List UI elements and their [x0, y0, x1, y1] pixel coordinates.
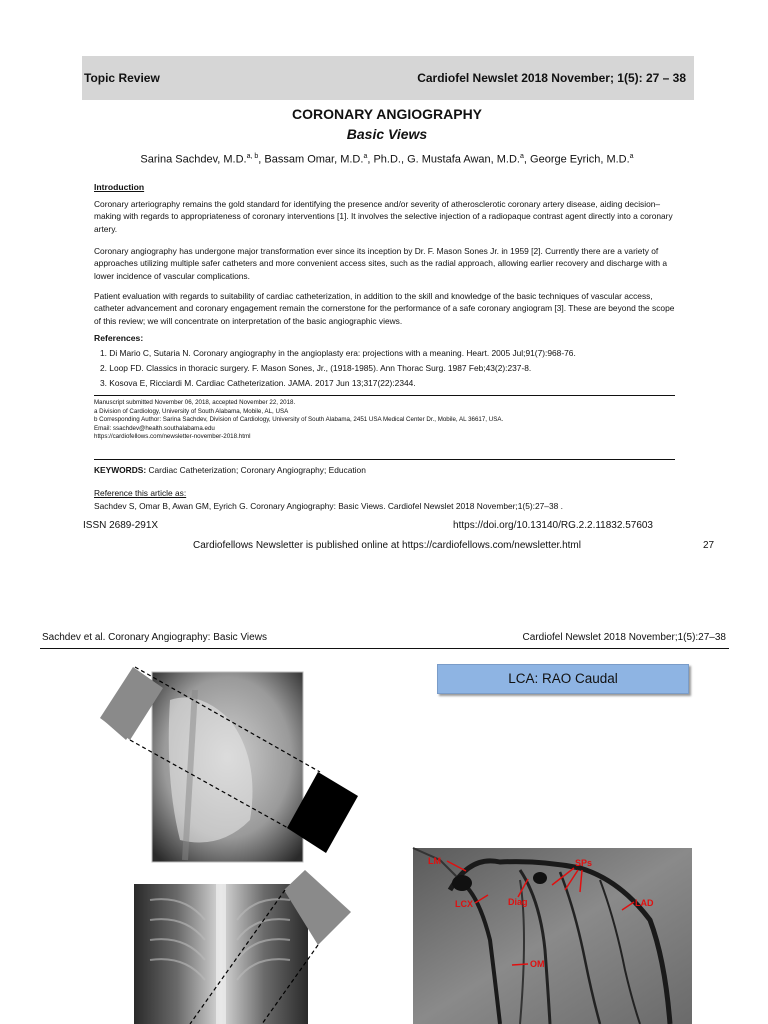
footnote-email: Email: ssachdev@health.southalabama.edu	[94, 424, 215, 432]
author-affiliation: a	[520, 153, 524, 160]
header-topic: Topic Review	[84, 71, 160, 85]
keywords-label: KEYWORDS:	[94, 465, 147, 475]
label-diag: Diag	[508, 897, 528, 907]
article-title: CORONARY ANGIOGRAPHY	[291, 106, 483, 122]
author-name: George Eyrich, M.D.	[530, 153, 630, 166]
label-lm: LM	[428, 856, 441, 866]
footnote-corresponding: b Corresponding Author: Sarina Sachdev, Division of Cardiology, University of South Alabama, 2451 USA Medical Center Dr., Mobile, AL 36617, USA.	[94, 416, 504, 423]
paragraph: Coronary arteriography remains the gold standard for identifying the presence and/or severity of atherosclerotic coronary artery disease, aiding decision–making with regards to appropriateness of coronary interventions [1]. It involves the selective injection of a radiopaque contrast agent directly into a coronary artery.	[94, 199, 673, 234]
reference-item: 3. Kosova E, Ricciardi M. Cardiac Catheterization. JAMA. 2017 Jun 13;317(22):2344.	[100, 378, 416, 388]
paragraph: Patient evaluation with regards to suitability of cardiac catheterization, in addition to the skill and knowledge of the basic techniques of vascular access, catheter advancement and coronary engagement remain the cornerstone for the performance of a safe coronary angiogram [3]. These are beyond the scope of this review; we will concentrate on interpretation of the basic angiographic views.	[94, 291, 675, 326]
published-online-line: Cardiofellows Newsletter is published online at https://cardiofellows.com/newsletter.html	[193, 540, 581, 551]
author-affiliation: a	[629, 153, 634, 160]
footnote-url: https://cardiofellows.com/newsletter-november-2018.html	[94, 433, 251, 440]
view-label: LCA: RAO Caudal	[437, 664, 689, 694]
reference-article-citation: Sachdev S, Omar B, Awan GM, Eyrich G. Coronary Angiography: Basic Views. Cardiofel Newslet 2018 November;1(5):27–38 .	[94, 501, 563, 511]
pa-xray-image	[134, 884, 308, 1024]
label-lad: LAD	[635, 898, 654, 908]
author-list: Sarina Sachdev, M.D.$^{a, b}$, Bassam Omar, M.D.$^a$, Ph.D., G. Mustafa Awan, M.D.$^a$, George Eyrich, M.D.$^a$	[140, 153, 634, 166]
running-header-left: Sachdev et al. Coronary Angiography: Basic Views	[42, 632, 267, 643]
paragraph: Coronary angiography has undergone major transformation ever since its inception by Dr. F. Mason Sones Jr. in 1959 [2]. Currently there are a variety of approaches utilizing multiple safer catheters and more convenient access sites, such as the radial approach, allowing earlier recovery and discharge with a lower incidence of vascular complications.	[94, 246, 668, 281]
angiogram-image	[413, 848, 692, 1024]
author-name: G. Mustafa Awan, M.D.	[407, 153, 520, 166]
header-citation: Cardiofel Newslet 2018 November; 1(5): 27 – 38	[417, 71, 686, 85]
page-number: 27	[703, 540, 715, 551]
footnote-affiliation: a Division of Cardiology, University of South Alabama, Mobile, AL, USA	[94, 407, 289, 415]
label-lcx: LCX	[455, 899, 473, 909]
reference-item: 1. Di Mario C, Sutaria N. Coronary angiography in the angioplasty era: projections with a meaning. Heart. 2005 Jul;91(7):968-76.	[100, 348, 576, 358]
lateral-xray-image	[152, 672, 303, 862]
label-om: OM	[530, 959, 545, 969]
author-name: Sarina Sachdev, M.D.	[140, 153, 247, 166]
author-affiliation: a	[363, 153, 368, 160]
keywords-text: Cardiac Catheterization; Coronary Angiography; Education	[148, 465, 366, 475]
references-heading: References:	[94, 333, 144, 343]
author-degree: , Ph.D.	[367, 153, 401, 166]
issn: ISSN 2689-291X	[83, 520, 159, 531]
label-sps: SPs	[575, 858, 593, 868]
reference-item: 2. Loop FD. Classics in thoracic surgery. F. Mason Sones, Jr., (1918-1985). Ann Thorac Surg. 1987 Feb;43(2):237-8.	[100, 363, 532, 373]
doi-link[interactable]: https://doi.org/10.13140/RG.2.2.11832.57603	[453, 520, 653, 531]
footnote-submitted: Manuscript submitted November 06, 2018, accepted November 22, 2018.	[94, 399, 296, 406]
author-name: Bassam Omar, M.D.	[264, 153, 364, 166]
running-header-right: Cardiofel Newslet 2018 November;1(5):27–38	[522, 632, 726, 643]
reference-article-heading: Reference this article as:	[94, 488, 187, 498]
author-affiliation: a, b	[246, 153, 259, 160]
introduction-heading: Introduction	[94, 182, 145, 192]
article-subtitle: Basic Views	[346, 126, 428, 142]
